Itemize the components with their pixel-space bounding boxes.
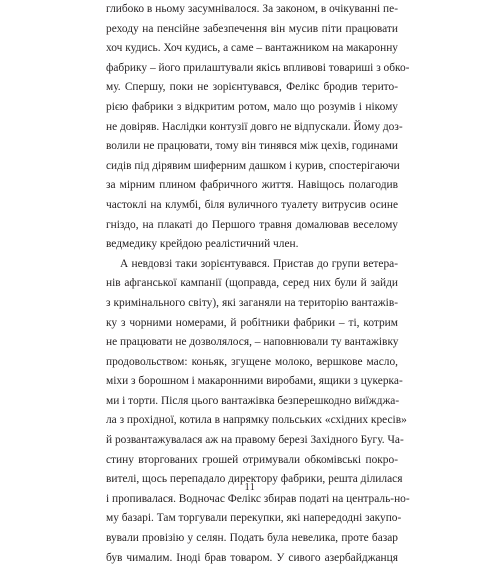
text-line: ла з прохідної, котила в напрямку польських «східних кресів» (106, 414, 407, 427)
text-line: глибоко в ньому засумнівалося. За законом, в очікуванні пе- (106, 3, 398, 15)
text-line: ку з чорними номерами, й робітники фабрики – ті, котрим (106, 316, 398, 329)
text-line: ми і торти. Після цього вантажівка безперешкодно виїжджа- (106, 394, 400, 407)
text-line: з кримінального світу), які заганяли на територію вантажів- (106, 296, 398, 309)
text-line: вували провізію у селян. Подать була невелика, проте базар (106, 532, 398, 545)
text-line: не працювати не дозволялося, – наповнювали ту вантажівку (106, 336, 399, 349)
text-line: не довіряв. Наслідки контузії довго не відпускали. Йому доз- (106, 120, 403, 133)
text-line: ведмедику крейдою реалістичний член. (106, 238, 299, 251)
text-line: частоклі на клумбі, біля вуличного туалету витрусив осине (106, 198, 398, 211)
text-line: реходу на пенсійне забезпечення він мусив піти працювати (106, 22, 398, 35)
text-line: вителі, щось перепадало директору фабрики, решта ділилася (106, 473, 403, 486)
text-line: рією фабрики з відкритим ротом, мало що розумів і нікому (106, 100, 398, 113)
text-line: міхи з борошном і макаронними виробами, ящики з цукерка- (106, 375, 403, 388)
text-line: хоч кудись. Хоч кудись, а саме – вантажником на макаронну (106, 42, 398, 55)
text-line: фабрику – його прилаштували якісь впливові товариші з обко- (106, 61, 410, 74)
text-line: гніздо, на плакаті до Першого травня домалював веселому (106, 218, 398, 231)
text-line: А невдовзі таки зорієнтувався. Пристав до групи ветера- (120, 257, 398, 270)
text-line: був чималим. Іноді брав товаром. У сивого азербайджанця (106, 551, 398, 564)
text-line: волили не працювати, тому він тинявся між цехів, годинами (106, 140, 398, 153)
text-line: продовольством: коньяк, згущене молоко, вершкове масло, (106, 355, 398, 368)
text-line: нів афганської кампанії (щоправда, серед них були й зайди (106, 277, 398, 290)
text-line: му. Спершу, поки не зорієнтувався, Фелікс бродив терито- (106, 81, 398, 94)
text-line: му базарі. Там торгували перекупки, які напередодні закупо- (106, 512, 402, 525)
text-line: сидів під дірявим шиферним дашком і курив, спостерігаючи (106, 159, 400, 172)
page-number: 11 (244, 482, 256, 493)
text-line: за мірним плином фабричного життя. Навіщось полагодив (106, 179, 398, 192)
text-line: й розвантажувалася аж на правому березі Західного Бугу. Ча- (106, 434, 404, 447)
text-line: стину вторгованих грошей отримували обкомівські покро- (106, 453, 398, 466)
text-line: і пропивалася. Водночас Фелікс збирав податі на централь-но- (106, 492, 410, 505)
